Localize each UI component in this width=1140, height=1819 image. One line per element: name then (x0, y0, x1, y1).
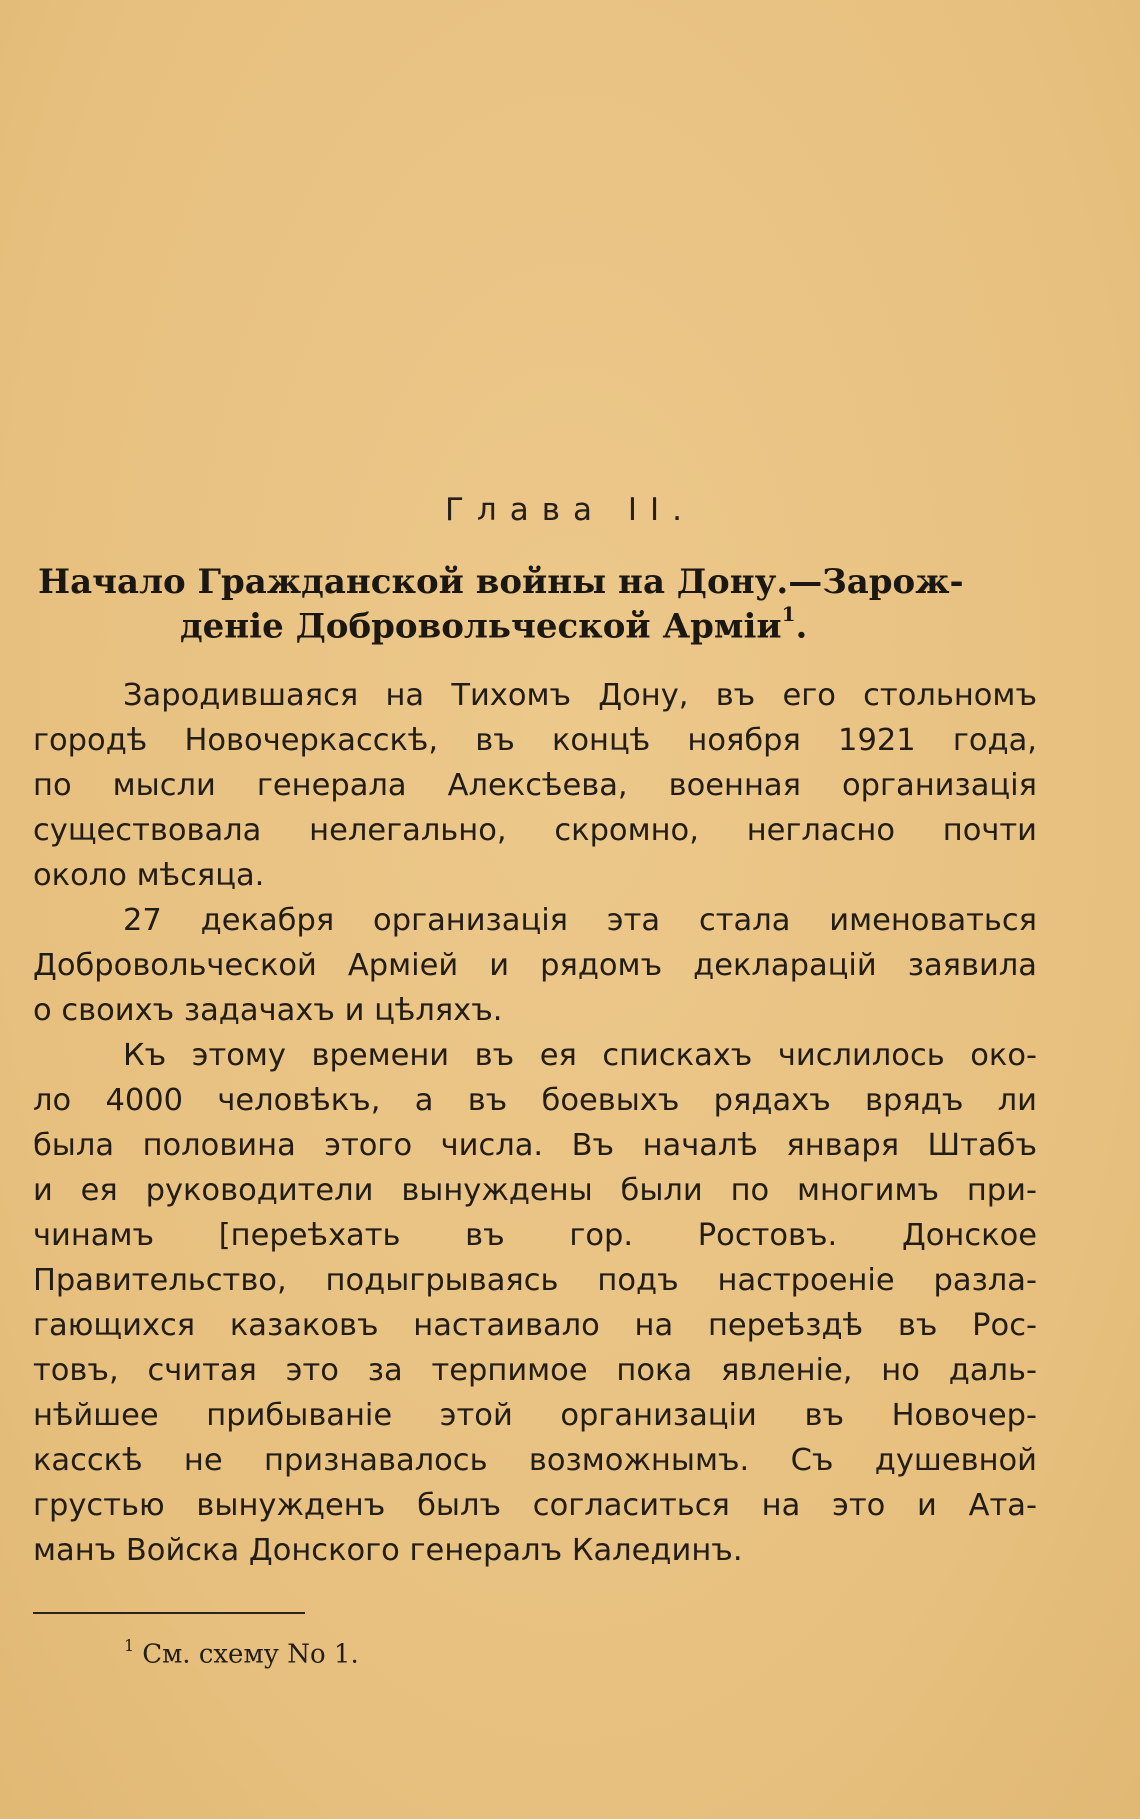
chapter-heading: Глава II. (445, 492, 695, 528)
footnote-marker: 1 (124, 1636, 135, 1655)
footnote-divider (33, 1612, 305, 1614)
paragraph-3-line-6: Правительство, подыгрываясь подъ настроеніе разла- (33, 1263, 1037, 1298)
footnote-text: См. схему No 1. (142, 1639, 359, 1670)
paragraph-1-line-3: по мысли генерала Алексѣева, военная организація (33, 768, 1037, 803)
footnote-reference: 1 (781, 602, 796, 626)
paragraph-2-line-3: о своихъ задачахъ и цѣляхъ. (33, 993, 503, 1028)
paragraph-3-line-10: касскѣ не признавалось возможнымъ. Съ душевной (33, 1443, 1037, 1478)
paragraph-3-line-1: Къ этому времени въ ея спискахъ числилось око- (123, 1038, 1037, 1073)
chapter-title-line-2-end: . (795, 606, 808, 647)
paragraph-3-line-9: нѣйшее прибываніе этой организаціи въ Новочер- (33, 1398, 1037, 1433)
chapter-title-line-2-text: деніе Добровольческой Арміи (180, 606, 782, 647)
paragraph-1-line-2: городѣ Новочеркасскѣ, въ концѣ ноября 1921 года, (33, 723, 1037, 758)
paragraph-3-line-11: грустью вынужденъ былъ согласиться на это и Ата- (33, 1488, 1037, 1523)
paragraph-3-line-12: манъ Войска Донского генералъ Калединъ. (33, 1533, 743, 1568)
paragraph-3-line-4: и ея руководители вынуждены были по многимъ при- (33, 1173, 1037, 1208)
paragraph-1-line-1: Зародившаяся на Тихомъ Дону, въ его стольномъ (123, 678, 1037, 713)
chapter-title-line-2 (180, 602, 1140, 647)
paragraph-2-line-2: Добровольческой Арміей и рядомъ декларацій заявила (33, 948, 1037, 983)
paragraph-1-line-4: существовала нелегально, скромно, негласно почти (33, 813, 1037, 848)
footnote (124, 1638, 359, 1670)
paragraph-2-line-1: 27 декабря организація эта стала именоваться (123, 903, 1037, 938)
paragraph-3-line-7: гающихся казаковъ настаивало на переѣздѣ въ Рос- (33, 1308, 1037, 1343)
paragraph-1-line-5: около мѣсяца. (33, 858, 265, 893)
paragraph-3-line-8: товъ, считая это за терпимое пока явленіе, но даль- (33, 1353, 1037, 1388)
paragraph-3-line-3: была половина этого числа. Въ началѣ января Штабъ (33, 1128, 1037, 1163)
chapter-title-line-1: Начало Гражданской войны на Дону.—Зарож- (38, 562, 964, 602)
paragraph-3-line-2: ло 4000 человѣкъ, а въ боевыхъ рядахъ врядъ ли (33, 1083, 1037, 1118)
paragraph-3-line-5: чинамъ [переѣхать въ гор. Ростовъ. Донское (33, 1218, 1037, 1253)
